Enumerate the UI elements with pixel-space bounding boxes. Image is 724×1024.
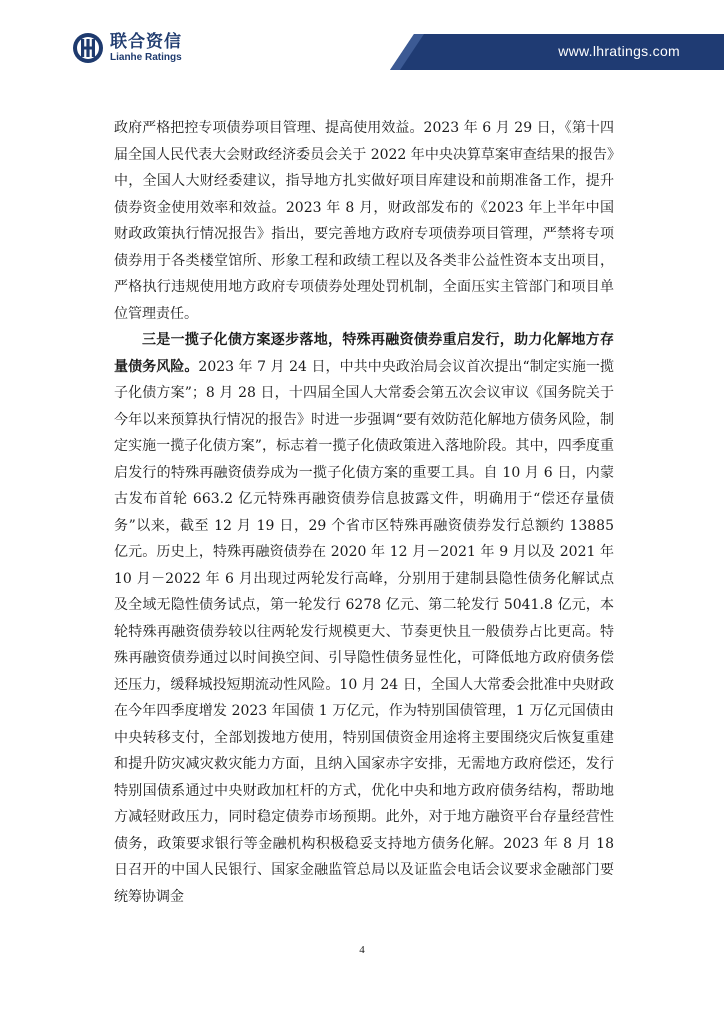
lianhe-logo-icon — [72, 32, 104, 64]
logo-chinese-name: 联合资信 — [110, 31, 182, 52]
page-number: 4 — [359, 944, 365, 956]
paragraph-lead-sentence: 三是一揽子化债方案逐步落地，特殊再融资债券重启发行，助力化解地方存量债务风险。 — [114, 332, 614, 375]
paragraph-text: 2023 年 7 月 24 日，中共中央政治局会议首次提出“制定实施一揽子化债方案”；8 月 28 日，十四届全国人大常委会第五次会议审议《国务院关于今年以来预算执行情况的报告》时进一步强调“要有效防范化解地方债务风险，制定实施一揽子化债方案”，标志着一揽子化债政策进入落地阶段。其中，四季度重启发行的特殊再融资债券成为一揽子化债方案的重要工具。自 10 月 6 日，内蒙古发布首轮 663.2 亿元特殊再融资债券信息披露文件，明确用于“偿还存量债务”以来，截至 12 月 19 日，29 个省市区特殊再融资债券发行总额约 13885 亿元。历史上，特殊再融资债券在 2020 年 12 月－2021 年 9 月以及 2021 年 10 月－2022 年 6 月出现过两轮发行高峰，分别用于建制县隐性债务化解试点及全域无隐性债务试点，第一轮发行 6278 亿元、第二轮发行 5041.8 亿元，本轮特殊再融资债券较以往两轮发行规模更大、节奏更快且一般债券占比更高。特殊再融资债券通过以时间换空间、引导隐性债务显性化，可降低地方政府债务偿还压力，缓释城投短期流动性风险。10 月 24 日，全国人大常委会批准中央财政在今年四季度增发 2023 年国债 1 万亿元，作为特别国债管理，1 万亿元国债由中央转移支付，全部划拨地方使用，特别国债资金用途将主要围绕灾后恢复重建和提升防灾减灾救灾能力方面，且纳入国家赤字安排，无需地方政府偿还，发行特别国债系通过中央财政加杠杆的方式，优化中央和地方政府债务结构，帮助地方减轻财政压力，同时稳定债券市场预期。此外，对于地方融资平台存量经营性债务，政策要求银行等金融机构积极稳妥支持地方债务化解。2023 年 8 月 18 日召开的中国人民银行、国家金融监管总局以及证监会电话会议要求金融部门要统筹协调金 — [114, 358, 615, 905]
company-logo — [72, 30, 182, 66]
body-paragraph-debt-plan — [114, 327, 614, 910]
page-header — [0, 0, 724, 96]
body-paragraph: 政府严格把控专项债券项目管理、提高使用效益。2023 年 6 月 29 日，《第十四届全国人民代表大会财政经济委员会关于 2022 年中央决算草案审查结果的报告》中，全国人大财经委建议，指导地方扎实做好项目库建设和前期准备工作，提升债券资金使用效率和效益。2023 年 8 月，财政部发布的《2023 年上半年中国财政政策执行情况报告》指出，要完善地方政府专项债券项目管理，严禁将专项债券用于各类楼堂馆所、形象工程和政绩工程以及各类非公益性资本支出项目，严格执行违规使用地方政府专项债券处理处罚机制，全面压实主管部门和项目单位管理责任。 — [114, 120, 614, 322]
report-body — [114, 115, 614, 910]
logo-english-name: Lianhe Ratings — [110, 51, 182, 63]
header-banner — [390, 34, 724, 70]
website-url[interactable]: www.lhratings.com — [558, 43, 680, 59]
